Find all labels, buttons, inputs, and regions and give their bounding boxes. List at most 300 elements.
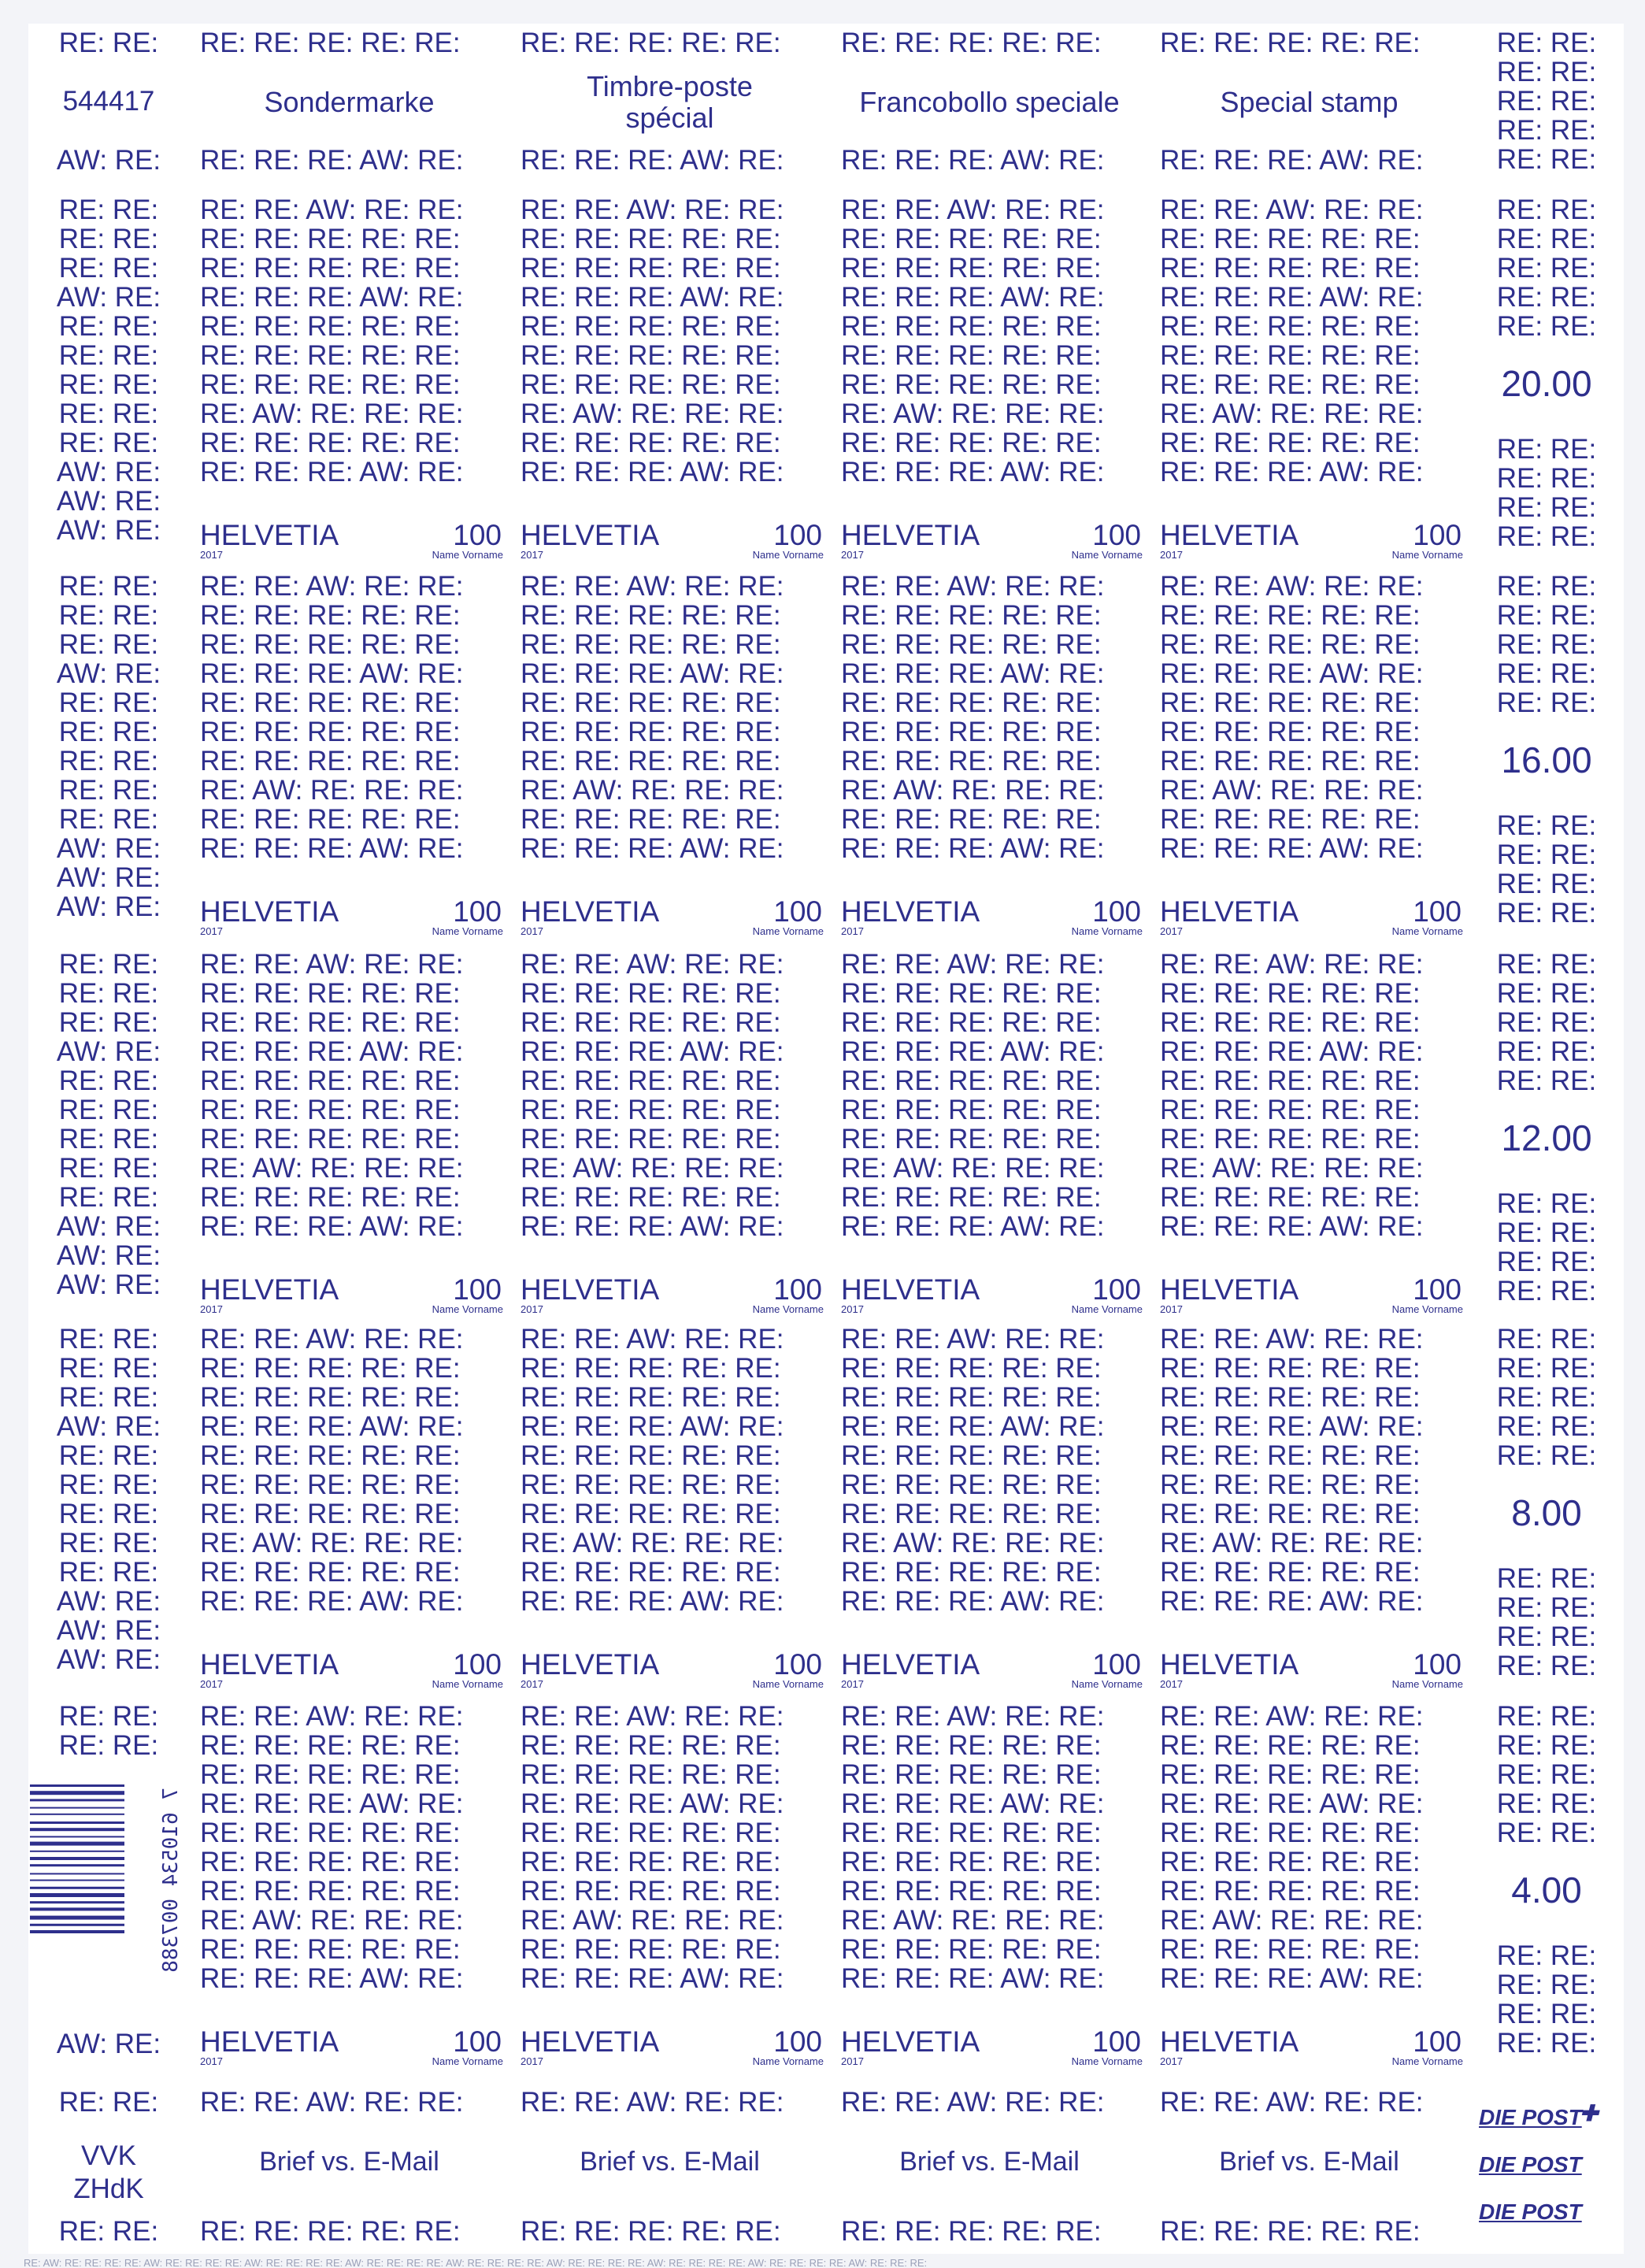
right-margin-line: RE: RE:: [1496, 1759, 1597, 1790]
stamp-designer: Name Vorname: [1071, 549, 1143, 561]
stamp-text-line: RE: RE: RE: AW: RE:: [1160, 1036, 1424, 1067]
right-margin-line: RE: RE:: [1496, 463, 1597, 494]
stamp-text-line: RE: RE: RE: RE: RE:: [521, 687, 781, 718]
right-margin-line: RE: RE:: [1496, 687, 1597, 718]
left-margin-line: RE: RE:: [58, 746, 159, 776]
right-margin-line: RE: RE:: [1496, 1276, 1597, 1306]
stamp-text-line: RE: RE: RE: RE: RE:: [200, 1007, 461, 1038]
left-margin-line: AW: RE:: [56, 658, 161, 689]
header-bottom-line: RE: RE: RE: AW: RE:: [521, 145, 784, 176]
stamp-text-line: RE: RE: RE: RE: RE:: [841, 1182, 1102, 1213]
stamp-year: 2017: [521, 1303, 543, 1315]
stamp-year: 2017: [200, 549, 223, 561]
right-margin-line: RE: RE:: [1496, 1730, 1597, 1761]
stamp-year: 2017: [841, 1303, 864, 1315]
stamp: [509, 191, 830, 567]
stamp-value: 100: [453, 2025, 502, 2058]
left-margin-line: RE: RE:: [58, 1557, 159, 1588]
stamp-designer: Name Vorname: [752, 1678, 824, 1690]
stamp-text-line: RE: AW: RE: RE: RE:: [1160, 1528, 1424, 1558]
right-margin-line: RE: RE:: [1496, 658, 1597, 689]
stamp-text-line: RE: RE: RE: AW: RE:: [521, 1036, 784, 1067]
zhdk-label: ZHdK: [73, 2174, 144, 2204]
stamp-text-line: RE: AW: RE: RE: RE:: [841, 398, 1105, 429]
left-margin-line: AW: RE:: [56, 282, 161, 313]
stamp-designer: Name Vorname: [752, 925, 824, 937]
barcode-bar: [30, 1930, 124, 1933]
stamp-text-line: RE: RE: RE: RE: RE:: [841, 1095, 1102, 1125]
stamp-value: 100: [773, 895, 822, 928]
stamp-text-line: RE: RE: RE: RE: RE:: [200, 1759, 461, 1790]
stamp-text-line: RE: RE: RE: AW: RE:: [841, 658, 1105, 689]
stamp-designer: Name Vorname: [432, 1678, 503, 1690]
left-margin-line: AW: RE:: [56, 833, 161, 864]
stamp-text-line: RE: RE: RE: AW: RE:: [1160, 658, 1424, 689]
cumulative-price: 16.00: [1501, 739, 1592, 780]
stamp: [509, 945, 830, 1320]
stamp-designer: Name Vorname: [1391, 1678, 1463, 1690]
bottom-left-corner: [28, 2073, 189, 2254]
stamp-text-line: RE: RE: RE: RE: RE:: [1160, 1818, 1421, 1848]
right-margin-line: RE: RE:: [1496, 1247, 1597, 1277]
right-margin-line: RE: RE:: [1496, 1324, 1597, 1354]
barcode-bar: [30, 1828, 124, 1831]
left-margin-line: RE: RE:: [58, 1007, 159, 1038]
stamp-country: HELVETIA: [1160, 2025, 1299, 2058]
stamp-text-line: RE: RE: RE: RE: RE:: [200, 1095, 461, 1125]
bottom-edge-text: RE: AW: RE: RE: RE: RE: AW: RE: RE: RE: RE: AW: RE: RE: RE: RE: AW: RE: RE: RE: RE: AW: RE: RE: RE: RE: AW: RE: RE: RE: RE: AW: RE: RE: RE: RE: AW: RE: RE: RE: RE: AW: RE: RE: RE:: [24, 2257, 928, 2268]
stamp-country: HELVETIA: [1160, 519, 1299, 551]
stamp-text-line: RE: RE: RE: RE: RE:: [841, 1730, 1102, 1761]
stamp-designer: Name Vorname: [752, 549, 824, 561]
stamp-year: 2017: [521, 925, 543, 937]
stamp-text-line: RE: AW: RE: RE: RE:: [200, 398, 464, 429]
stamp-text-line: RE: RE: RE: RE: RE:: [521, 1007, 781, 1038]
stamp-text-line: RE: RE: RE: RE: RE:: [200, 629, 461, 660]
stamp-text-line: RE: RE: RE: RE: RE:: [841, 717, 1102, 747]
left-margin-line: RE: RE:: [58, 1730, 159, 1761]
stamp-text-line: RE: AW: RE: RE: RE:: [841, 775, 1105, 806]
stamp-text-line: RE: RE: RE: RE: RE:: [1160, 1730, 1421, 1761]
stamp: [1149, 1320, 1469, 1697]
stamp-text-line: RE: RE: RE: RE: RE:: [1160, 1440, 1421, 1471]
barcode-bar: [30, 1807, 124, 1809]
stamp-text-line: RE: RE: RE: RE: RE:: [521, 369, 781, 400]
stamp-country: HELVETIA: [200, 1648, 339, 1681]
right-margin: [1469, 567, 1624, 945]
stamp-text-line: RE: RE: RE: RE: RE:: [200, 978, 461, 1009]
stamp-year: 2017: [200, 1303, 223, 1315]
stamp-text-line: RE: RE: RE: RE: RE:: [521, 717, 781, 747]
bottom-tab: [830, 2073, 1149, 2254]
stamp-text-line: RE: RE: RE: AW: RE:: [521, 1788, 784, 1819]
stamp-text-line: RE: RE: RE: RE: RE:: [200, 311, 461, 342]
left-margin-line: RE: RE:: [58, 1124, 159, 1154]
stamp-text-line: RE: AW: RE: RE: RE:: [200, 1153, 464, 1184]
stamp-text-line: RE: RE: RE: RE: RE:: [200, 1440, 461, 1471]
stamp-text-line: RE: AW: RE: RE: RE:: [841, 1905, 1105, 1936]
barcode-number: 7 610534 007388: [159, 1788, 183, 1973]
stamp-value: 100: [453, 895, 502, 928]
stamp-text-line: RE: RE: RE: RE: RE:: [1160, 600, 1421, 631]
left-margin-line: RE: RE:: [58, 571, 159, 602]
left-margin-line: AW: RE:: [56, 1411, 161, 1442]
stamp-text-line: RE: RE: AW: RE: RE:: [200, 1701, 464, 1732]
cumulative-price: 12.00: [1501, 1117, 1592, 1158]
stamp-text-line: RE: RE: RE: AW: RE:: [841, 1788, 1105, 1819]
corner-bottom-text: RE: RE:: [58, 2216, 159, 2247]
stamp-text-line: RE: RE: AW: RE: RE:: [1160, 195, 1424, 225]
stamp-text-line: RE: RE: RE: RE: RE:: [841, 804, 1102, 835]
left-margin-line: AW: RE:: [56, 2029, 161, 2059]
stamp-text-line: RE: RE: RE: RE: RE:: [1160, 1065, 1421, 1096]
stamp-text-line: RE: RE: RE: AW: RE:: [521, 833, 784, 864]
right-margin-line: RE: RE:: [1496, 1563, 1597, 1594]
stamp-text-line: RE: RE: RE: RE: RE:: [521, 1759, 781, 1790]
stamp-text-line: RE: RE: RE: RE: RE:: [521, 1730, 781, 1761]
stamp-year: 2017: [841, 549, 864, 561]
stamp-text-line: RE: RE: RE: AW: RE:: [1160, 1411, 1424, 1442]
stamp-value: 100: [1413, 895, 1462, 928]
stamp-text-line: RE: RE: RE: AW: RE:: [521, 1411, 784, 1442]
right-margin-line: RE: RE:: [1496, 282, 1597, 313]
stamp-text-line: RE: RE: RE: RE: RE:: [521, 804, 781, 835]
stamp-text-line: RE: RE: RE: RE: RE:: [1160, 717, 1421, 747]
left-margin-line: AW: RE:: [56, 862, 161, 893]
stamp-text-line: RE: RE: RE: RE: RE:: [200, 1353, 461, 1384]
header-title: spécial: [625, 102, 714, 134]
stamp-text-line: RE: RE: RE: AW: RE:: [200, 1211, 464, 1242]
stamp-text-line: RE: RE: AW: RE: RE:: [1160, 1324, 1424, 1354]
stamp-text-line: RE: RE: RE: RE: RE:: [200, 804, 461, 835]
stamp-text-line: RE: RE: RE: RE: RE:: [521, 1818, 781, 1848]
stamp-text-line: RE: RE: AW: RE: RE:: [521, 1324, 784, 1354]
right-margin: [1469, 1697, 1624, 2073]
tab-title: Brief vs. E-Mail: [580, 2147, 760, 2177]
stamp-text-line: RE: RE: RE: RE: RE:: [841, 1007, 1102, 1038]
left-margin-line: RE: RE:: [58, 1701, 159, 1732]
header-bottom-line: RE: RE: RE: AW: RE:: [841, 145, 1105, 176]
stamp-text-line: RE: AW: RE: RE: RE:: [1160, 1153, 1424, 1184]
stamp: [830, 1697, 1149, 2073]
stamp-country: HELVETIA: [1160, 1648, 1299, 1681]
stamp-year: 2017: [521, 2055, 543, 2067]
right-margin-line: RE: RE:: [1496, 1788, 1597, 1819]
stamp-text-line: RE: RE: RE: RE: RE:: [841, 1499, 1102, 1529]
bottom-tab: [189, 2073, 509, 2254]
stamp-text-line: RE: RE: RE: AW: RE:: [841, 457, 1105, 487]
stamp: [189, 567, 509, 945]
stamp-year: 2017: [1160, 1303, 1183, 1315]
stamp-text-line: RE: RE: RE: RE: RE:: [841, 340, 1102, 371]
stamp-text-line: RE: RE: RE: RE: RE:: [841, 1440, 1102, 1471]
right-margin-line: RE: RE:: [1496, 1188, 1597, 1219]
cumulative-price: 20.00: [1501, 363, 1592, 404]
stamp-text-line: RE: RE: RE: RE: RE:: [1160, 340, 1421, 371]
stamp-text-line: RE: RE: RE: RE: RE:: [841, 311, 1102, 342]
stamp-text-line: RE: RE: RE: RE: RE:: [200, 224, 461, 254]
stamp-value: 100: [453, 1273, 502, 1306]
stamp-text-line: RE: AW: RE: RE: RE:: [1160, 1905, 1424, 1936]
stamp-text-line: RE: RE: RE: RE: RE:: [521, 224, 781, 254]
stamp-text-line: RE: RE: RE: RE: RE:: [1160, 1759, 1421, 1790]
tab-bottom-line: RE: RE: RE: RE: RE:: [521, 2216, 781, 2247]
stamp-text-line: RE: RE: RE: AW: RE:: [841, 282, 1105, 313]
stamp-text-line: RE: AW: RE: RE: RE:: [521, 1528, 784, 1558]
stamp-text-line: RE: RE: RE: RE: RE:: [200, 253, 461, 284]
left-margin-line: AW: RE:: [56, 1240, 161, 1271]
stamp-year: 2017: [1160, 549, 1183, 561]
left-margin-line: AW: RE:: [56, 1211, 161, 1242]
stamp-text-line: RE: RE: RE: AW: RE:: [521, 457, 784, 487]
stamp-country: HELVETIA: [200, 2025, 339, 2058]
header-top-line: RE: RE: RE: RE: RE:: [521, 28, 781, 58]
stamp-text-line: RE: RE: RE: RE: RE:: [521, 600, 781, 631]
stamp-year: 2017: [841, 925, 864, 937]
stamp-text-line: RE: RE: RE: RE: RE:: [841, 687, 1102, 718]
header-top-line: RE: RE: RE: RE: RE:: [1160, 28, 1421, 58]
stamp-text-line: RE: RE: RE: AW: RE:: [200, 658, 464, 689]
left-margin-line: RE: RE:: [58, 775, 159, 806]
stamp-designer: Name Vorname: [752, 1303, 824, 1315]
stamp-text-line: RE: RE: AW: RE: RE:: [521, 571, 784, 602]
stamp-text-line: RE: RE: RE: RE: RE:: [841, 1818, 1102, 1848]
stamp-text-line: RE: RE: RE: RE: RE:: [841, 600, 1102, 631]
header-bottom-line: RE: RE: RE: AW: RE:: [1160, 145, 1424, 176]
stamp-text-line: RE: RE: RE: AW: RE:: [200, 282, 464, 313]
tab-top-line: RE: RE: AW: RE: RE:: [521, 2087, 784, 2118]
stamp-text-line: RE: RE: RE: RE: RE:: [1160, 1124, 1421, 1154]
barcode-bar: [30, 1907, 124, 1910]
stamp-text-line: RE: RE: RE: RE: RE:: [1160, 1934, 1421, 1965]
stamp-text-line: RE: RE: RE: RE: RE:: [521, 1182, 781, 1213]
stamp-value: 100: [453, 1648, 502, 1681]
stamp-text-line: RE: RE: RE: RE: RE:: [200, 1818, 461, 1848]
stamp-designer: Name Vorname: [1071, 1678, 1143, 1690]
stamp-text-line: RE: RE: RE: RE: RE:: [841, 746, 1102, 776]
stamp-country: HELVETIA: [841, 895, 980, 928]
right-margin-line: RE: RE:: [1496, 629, 1597, 660]
stamp-text-line: RE: RE: AW: RE: RE:: [1160, 949, 1424, 980]
stamp: [509, 1697, 830, 2073]
stamp-text-line: RE: RE: RE: RE: RE:: [1160, 1499, 1421, 1529]
stamp-country: HELVETIA: [521, 519, 660, 551]
right-margin: [1469, 945, 1624, 1320]
stamp-text-line: RE: RE: RE: RE: RE:: [521, 1847, 781, 1877]
left-margin: [28, 945, 189, 1320]
right-margin-line: RE: RE:: [1496, 253, 1597, 284]
right-margin-line: RE: RE:: [1496, 978, 1597, 1009]
swiss-cross-icon: ✚: [1580, 2101, 1599, 2125]
left-margin-line: AW: RE:: [56, 1269, 161, 1300]
left-margin-line: RE: RE:: [58, 1353, 159, 1384]
stamp-text-line: RE: RE: RE: RE: RE:: [200, 1124, 461, 1154]
stamp-country: HELVETIA: [841, 1273, 980, 1306]
stamp-value: 100: [1092, 1273, 1141, 1306]
right-corner-line: RE: RE:: [1496, 144, 1597, 175]
right-margin: [1469, 1320, 1624, 1697]
tab-title: Brief vs. E-Mail: [1219, 2147, 1399, 2177]
stamp-year: 2017: [521, 1678, 543, 1690]
left-margin-line: RE: RE:: [58, 369, 159, 400]
stamp-country: HELVETIA: [1160, 895, 1299, 928]
stamp-value: 100: [453, 519, 502, 551]
right-margin-line: RE: RE:: [1496, 311, 1597, 342]
corner-top-text: RE: RE:: [58, 2087, 159, 2118]
right-margin-line: RE: RE:: [1496, 810, 1597, 841]
bottom-tab: [509, 2073, 830, 2254]
tab-top-line: RE: RE: AW: RE: RE:: [1160, 2087, 1424, 2118]
right-margin-line: RE: RE:: [1496, 839, 1597, 870]
stamp-text-line: RE: RE: AW: RE: RE:: [841, 571, 1105, 602]
stamp-text-line: RE: AW: RE: RE: RE:: [521, 1905, 784, 1936]
stamp-value: 100: [1413, 1648, 1462, 1681]
right-margin-line: RE: RE:: [1496, 1353, 1597, 1384]
stamp-text-line: RE: RE: RE: RE: RE:: [521, 1095, 781, 1125]
left-margin: [28, 567, 189, 945]
stamp-text-line: RE: RE: RE: RE: RE:: [841, 1759, 1102, 1790]
stamp-text-line: RE: RE: RE: RE: RE:: [1160, 369, 1421, 400]
barcode-bar: [30, 1791, 124, 1795]
stamp-text-line: RE: AW: RE: RE: RE:: [521, 1153, 784, 1184]
stamp-value: 100: [1092, 519, 1141, 551]
stamp-text-line: RE: RE: RE: RE: RE:: [200, 600, 461, 631]
stamp-text-line: RE: RE: RE: AW: RE:: [521, 1963, 784, 1994]
right-corner-line: RE: RE:: [1496, 57, 1597, 87]
stamp-text-line: RE: AW: RE: RE: RE:: [200, 775, 464, 806]
stamp-text-line: RE: RE: RE: RE: RE:: [841, 224, 1102, 254]
stamp-designer: Name Vorname: [1071, 1303, 1143, 1315]
stamp-year: 2017: [1160, 2055, 1183, 2067]
stamp-text-line: RE: RE: RE: RE: RE:: [200, 1182, 461, 1213]
stamp-value: 100: [773, 1648, 822, 1681]
right-margin-line: RE: RE:: [1496, 1999, 1597, 2029]
left-margin-line: RE: RE:: [58, 717, 159, 747]
stamp-text-line: RE: RE: RE: RE: RE:: [521, 311, 781, 342]
left-margin-line: RE: RE:: [58, 1528, 159, 1558]
header-tab: [830, 24, 1149, 191]
stamp-value: 100: [1092, 1648, 1141, 1681]
stamp: [1149, 1697, 1469, 2073]
header-title: Francobollo speciale: [859, 86, 1120, 118]
left-margin-line: RE: RE:: [58, 1153, 159, 1184]
left-margin-line: RE: RE:: [58, 398, 159, 429]
stamp-text-line: RE: RE: RE: RE: RE:: [521, 746, 781, 776]
stamp-text-line: RE: RE: AW: RE: RE:: [841, 949, 1105, 980]
header-bottom-line: RE: RE: RE: AW: RE:: [200, 145, 464, 176]
stamp-text-line: RE: AW: RE: RE: RE:: [1160, 775, 1424, 806]
stamp-designer: Name Vorname: [1391, 1303, 1463, 1315]
left-margin-line: RE: RE:: [58, 340, 159, 371]
right-margin-line: RE: RE:: [1496, 492, 1597, 523]
stamp-text-line: RE: RE: RE: RE: RE:: [200, 428, 461, 458]
left-margin-line: RE: RE:: [58, 428, 159, 458]
left-margin-line: AW: RE:: [56, 1615, 161, 1646]
right-margin-line: RE: RE:: [1496, 1970, 1597, 2000]
stamp-text-line: RE: RE: RE: AW: RE:: [841, 1211, 1105, 1242]
stamp-text-line: RE: RE: RE: AW: RE:: [841, 1411, 1105, 1442]
stamp: [1149, 567, 1469, 945]
tab-title: Brief vs. E-Mail: [899, 2147, 1080, 2177]
stamp: [830, 567, 1149, 945]
stamp-text-line: RE: RE: RE: AW: RE:: [200, 1586, 464, 1617]
stamp-text-line: RE: RE: RE: RE: RE:: [521, 340, 781, 371]
stamp-text-line: RE: RE: RE: RE: RE:: [1160, 1182, 1421, 1213]
stamp-text-line: RE: RE: RE: RE: RE:: [200, 369, 461, 400]
stamp-year: 2017: [841, 1678, 864, 1690]
right-margin-line: RE: RE:: [1496, 600, 1597, 631]
left-margin-line: RE: RE:: [58, 1382, 159, 1413]
stamp-text-line: RE: RE: RE: RE: RE:: [200, 1065, 461, 1096]
stamp-text-line: RE: AW: RE: RE: RE:: [841, 1153, 1105, 1184]
barcode-bar: [30, 1873, 124, 1874]
left-margin-line: AW: RE:: [56, 891, 161, 922]
left-margin-line: RE: RE:: [58, 1095, 159, 1125]
stamp-text-line: RE: RE: RE: RE: RE:: [200, 1876, 461, 1907]
stamp-text-line: RE: RE: RE: AW: RE:: [1160, 833, 1424, 864]
stamp-country: HELVETIA: [841, 519, 980, 551]
stamp-text-line: RE: RE: RE: RE: RE:: [841, 1557, 1102, 1588]
stamp-text-line: RE: RE: RE: RE: RE:: [200, 1847, 461, 1877]
stamp-text-line: RE: RE: RE: RE: RE:: [200, 687, 461, 718]
header-title: Timbre-poste: [587, 70, 753, 102]
stamp-text-line: RE: RE: RE: RE: RE:: [200, 1557, 461, 1588]
stamp-text-line: RE: RE: RE: AW: RE:: [1160, 1963, 1424, 1994]
left-margin-line: AW: RE:: [56, 457, 161, 487]
stamp: [830, 1320, 1149, 1697]
stamp-text-line: RE: AW: RE: RE: RE:: [521, 775, 784, 806]
stamp-text-line: RE: RE: RE: RE: RE:: [841, 978, 1102, 1009]
barcode-bar: [30, 1821, 124, 1824]
header-top-line: RE: RE: RE: RE: RE:: [841, 28, 1102, 58]
stamp-text-line: RE: RE: RE: RE: RE:: [1160, 804, 1421, 835]
right-margin-line: RE: RE:: [1496, 521, 1597, 552]
stamp-text-line: RE: RE: RE: RE: RE:: [1160, 1007, 1421, 1038]
stamp-text-line: RE: RE: RE: RE: RE:: [521, 1065, 781, 1096]
stamp-value: 100: [1413, 1273, 1462, 1306]
stamp-text-line: RE: RE: RE: RE: RE:: [841, 428, 1102, 458]
stamp-text-line: RE: RE: RE: RE: RE:: [841, 1847, 1102, 1877]
stamp-text-line: RE: RE: RE: RE: RE:: [521, 978, 781, 1009]
stamp-text-line: RE: RE: RE: RE: RE:: [841, 1065, 1102, 1096]
stamp-text-line: RE: RE: AW: RE: RE:: [841, 1324, 1105, 1354]
stamp-text-line: RE: RE: RE: RE: RE:: [841, 1876, 1102, 1907]
stamp-designer: Name Vorname: [432, 549, 503, 561]
stamp-text-line: RE: RE: RE: RE: RE:: [521, 428, 781, 458]
stamp: [830, 191, 1149, 567]
stamp-text-line: RE: RE: RE: RE: RE:: [1160, 1382, 1421, 1413]
left-margin-line: RE: RE:: [58, 804, 159, 835]
stamp-year: 2017: [200, 2055, 223, 2067]
barcode-bar: [30, 1814, 124, 1815]
right-corner-line: RE: RE:: [1496, 115, 1597, 146]
stamp-text-line: RE: RE: RE: RE: RE:: [1160, 253, 1421, 284]
tab-title: Brief vs. E-Mail: [259, 2147, 439, 2177]
corner-top-text: RE: RE:: [58, 28, 159, 58]
stamp-year: 2017: [200, 925, 223, 937]
barcode-bar: [30, 1916, 124, 1920]
left-margin-line: RE: RE:: [58, 600, 159, 631]
right-margin-line: RE: RE:: [1496, 2028, 1597, 2059]
stamp-text-line: RE: RE: RE: RE: RE:: [841, 1934, 1102, 1965]
stamp-text-line: RE: RE: RE: RE: RE:: [1160, 224, 1421, 254]
right-margin-line: RE: RE:: [1496, 949, 1597, 980]
left-margin-line: RE: RE:: [58, 1440, 159, 1471]
left-margin-line: RE: RE:: [58, 687, 159, 718]
die-post-logo: DIE POST: [1479, 2152, 1582, 2177]
cumulative-price: 8.00: [1511, 1492, 1582, 1533]
stamp-text-line: RE: RE: RE: RE: RE:: [1160, 1095, 1421, 1125]
